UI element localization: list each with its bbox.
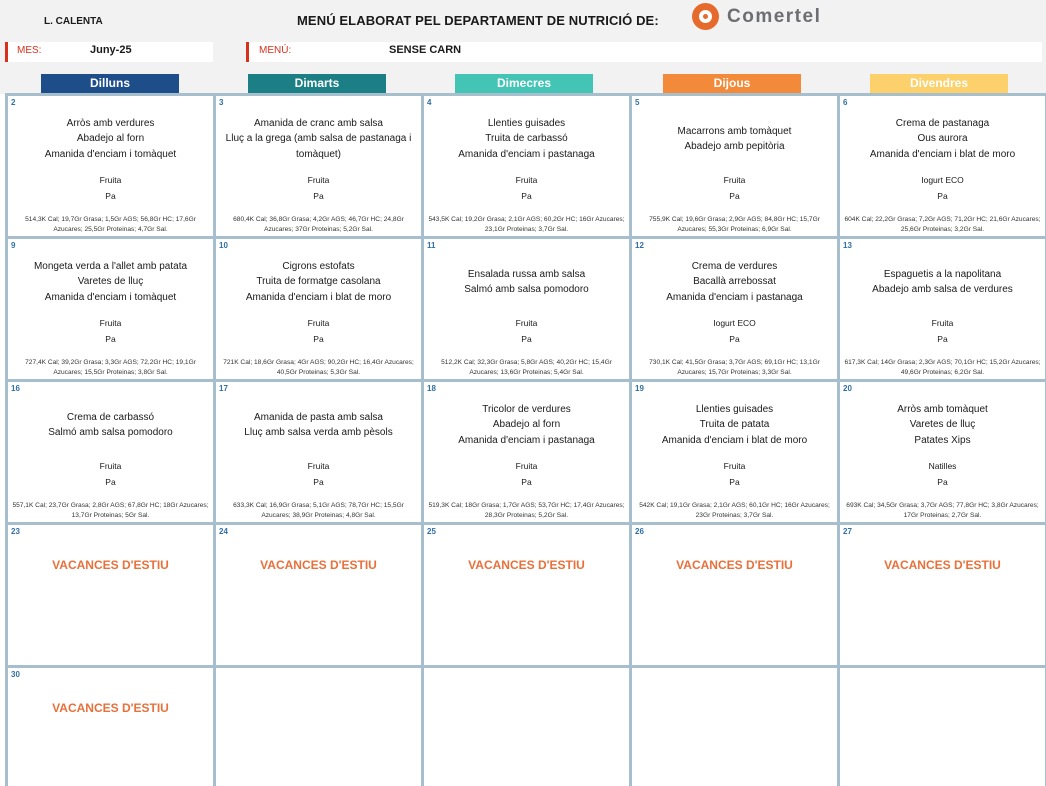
page-title: MENÚ ELABORAT PEL DEPARTAMENT DE NUTRICIÓ DE: [297, 13, 659, 28]
menu-type-tag: L. CALENTA [44, 16, 103, 27]
dish-list [424, 239, 629, 311]
calendar-day-cell [840, 668, 1045, 786]
side-item: Fruita [515, 461, 538, 471]
side-item: Fruita [723, 175, 746, 185]
dish-name: Amanida d'enciam i blat de moro [869, 148, 1016, 160]
calendar-day-cell [840, 239, 1045, 379]
dessert-bread-list [840, 173, 1045, 204]
side-item: Pa [313, 190, 324, 201]
calendar-day-cell [632, 382, 837, 522]
calendar-day-cell [8, 382, 213, 522]
side-item: Pa [937, 333, 948, 344]
calendar-day-cell [632, 668, 837, 786]
nutrition-info: 727,4K Cal; 39,2Gr Grasa; 3,3Gr AGS; 72,2Gr HC; 19,1Gr Azucares; 15,5Gr Proteinas; 3,8Gr Sal. [25, 359, 196, 376]
side-item: Pa [313, 476, 324, 487]
day-number: 18 [427, 384, 436, 393]
vacation-label: VACANCES D'ESTIU [260, 558, 377, 572]
nutrition-info: 512,2K Cal; 32,3Gr Grasa; 5,8Gr AGS; 40,2Gr HC; 15,4Gr Azucares; 13,6Gr Proteinas; 5,4Gr Sal. [441, 359, 612, 376]
side-item: Pa [521, 476, 532, 487]
day-number: 16 [11, 384, 20, 393]
day-header-dimarts: Dimarts [248, 74, 386, 93]
day-number: 10 [219, 241, 228, 250]
dessert-bread-list [632, 173, 837, 204]
dish-list [840, 239, 1045, 311]
month-label: MES: [17, 45, 42, 56]
vacation-label: VACANCES D'ESTIU [468, 558, 585, 572]
calendar-day-cell [8, 668, 213, 786]
side-item: Fruita [307, 175, 330, 185]
side-item: Pa [521, 333, 532, 344]
nutrition-info: 617,3K Cal; 14Gr Grasa; 2,3Gr AGS; 70,1Gr HC; 15,2Gr Azucares; 49,6Gr Proteinas; 6,2Gr Sal. [844, 359, 1041, 376]
menu-field [246, 42, 1042, 62]
day-header-dijous: Dijous [663, 74, 801, 93]
dish-name: Salmó amb salsa pomodoro [464, 284, 589, 295]
side-item: Pa [521, 190, 532, 201]
day-number: 4 [427, 98, 432, 107]
calendar-day-cell [424, 525, 629, 665]
day-number: 6 [843, 98, 848, 107]
calendar-day-cell [216, 239, 421, 379]
dish-list [632, 239, 837, 311]
side-item: Fruita [931, 318, 954, 328]
dish-name: Ensalada russa amb salsa [467, 268, 586, 280]
nutrition-info: 543,5K Cal; 19,2Gr Grasa; 2,1Gr AGS; 60,2Gr HC; 16Gr Azucares; 23,1Gr Proteinas; 3,7Gr Sal. [428, 216, 625, 233]
comertel-logo-icon [692, 3, 719, 30]
dessert-bread-list [8, 459, 213, 490]
dish-name: Llenties guisades [487, 117, 566, 129]
calendar-day-cell [424, 668, 629, 786]
side-item: Pa [729, 190, 740, 201]
dish-name: Llenties guisades [695, 403, 774, 415]
calendar-day-cell [840, 382, 1045, 522]
dish-name: Lluç a la grega (amb salsa de pastanaga i tomàquet) [225, 133, 412, 160]
calendar-day-cell [424, 382, 629, 522]
dessert-bread-list [424, 173, 629, 204]
dish-list [424, 96, 629, 168]
dessert-bread-list [216, 316, 421, 347]
dish-name: Truita de carbassó [485, 133, 568, 145]
calendar-day-cell [424, 239, 629, 379]
dish-name: Amanida de cranc amb salsa [254, 117, 383, 129]
dish-list [632, 382, 837, 454]
dish-name: Cigrons estofats [282, 260, 355, 272]
info-bar [0, 40, 1046, 64]
dish-name: Abadejo amb pepitòria [684, 141, 785, 152]
dish-name: Crema de pastanaga [895, 117, 990, 129]
nutrition-info: 755,9K Cal; 19,6Gr Grasa; 2,9Gr AGS; 84,8Gr HC; 15,7Gr Azucares; 55,3Gr Proteinas; 6,9Gr Sal. [649, 216, 820, 233]
dish-name: Crema de carbassó [66, 411, 155, 423]
side-item: Iogurt ECO [921, 175, 964, 185]
side-item: Iogurt ECO [713, 318, 756, 328]
menu-label: MENÚ: [259, 45, 292, 56]
dish-name: Abadejo al forn [76, 133, 145, 145]
side-item: Fruita [99, 175, 122, 185]
dish-name: Ous aurora [917, 133, 968, 145]
dish-name: Amanida d'enciam i pastanaga [458, 148, 595, 160]
dessert-bread-list [8, 316, 213, 347]
nutrition-info: 693K Cal; 34,5Gr Grasa; 3,7Gr AGS; 77,8Gr HC; 3,8Gr Azucares; 17Gr Proteinas; 2,7Gr Sal. [846, 502, 1039, 519]
dish-name: Amanida d'enciam i blat de moro [661, 434, 808, 446]
calendar-day-cell [216, 382, 421, 522]
nutrition-info: 730,1K Cal; 41,5Gr Grasa; 3,7Gr AGS; 69,1Gr HC; 13,1Gr Azucares; 15,7Gr Proteinas; 3,3Gr Sal. [649, 359, 820, 376]
side-item: Pa [313, 333, 324, 344]
nutrition-info: 721K Cal; 18,6Gr Grasa; 4Gr AGS; 90,2Gr HC; 16,4Gr Azucares; 40,5Gr Proteinas; 5,3Gr Sal. [223, 359, 414, 376]
day-number: 26 [635, 527, 644, 536]
menu-value: SENSE CARN [389, 44, 462, 56]
dish-name: Amanida d'enciam i tomàquet [44, 148, 177, 160]
dish-name: Tricolor de verdures [482, 403, 571, 415]
day-number: 24 [219, 527, 228, 536]
dish-name: Salmó amb salsa pomodoro [48, 427, 173, 438]
day-number: 9 [11, 241, 16, 250]
dish-list [216, 382, 421, 454]
dish-list [216, 239, 421, 311]
side-item: Fruita [99, 318, 122, 328]
weekday-header-band [0, 64, 1046, 94]
calendar-day-cell [632, 96, 837, 236]
side-item: Fruita [515, 318, 538, 328]
nutrition-info: 633,3K Cal; 16,9Gr Grasa; 5,1Gr AGS; 78,7Gr HC; 15,5Gr Azucares; 38,9Gr Proteinas; 4,8Gr Sal. [233, 502, 404, 519]
day-number: 23 [11, 527, 20, 536]
dessert-bread-list [8, 173, 213, 204]
side-item: Pa [729, 476, 740, 487]
dish-list [216, 96, 421, 168]
day-number: 17 [219, 384, 228, 393]
calendar-day-cell [632, 525, 837, 665]
nutrition-info: 519,3K Cal; 18Gr Grasa; 1,7Gr AGS; 53,7Gr HC; 17,4Gr Azucares; 28,3Gr Proteinas; 5,2Gr Sal. [428, 502, 625, 519]
dish-list [8, 96, 213, 168]
dessert-bread-list [216, 459, 421, 490]
side-item: Natilles [928, 461, 957, 471]
side-item: Pa [105, 333, 116, 344]
dessert-bread-list [632, 316, 837, 347]
side-item: Fruita [515, 175, 538, 185]
day-number: 11 [427, 241, 436, 250]
calendar-day-cell [840, 525, 1045, 665]
dish-name: Abadejo al forn [492, 419, 561, 431]
calendar-day-cell [8, 239, 213, 379]
dessert-bread-list [840, 459, 1045, 490]
day-number: 5 [635, 98, 640, 107]
day-number: 2 [11, 98, 16, 107]
side-item: Fruita [99, 461, 122, 471]
day-number: 25 [427, 527, 436, 536]
day-header-dilluns: Dilluns [41, 74, 179, 93]
day-header-dimecres: Dimecres [455, 74, 593, 93]
dish-name: Abadejo amb salsa de verdures [872, 284, 1013, 295]
dish-list [8, 239, 213, 311]
dish-name: Arròs amb tomàquet [897, 403, 988, 415]
dish-name: Varetes de lluç [909, 419, 976, 431]
day-number: 3 [219, 98, 224, 107]
vacation-label: VACANCES D'ESTIU [52, 558, 169, 572]
nutrition-info: 557,1K Cal; 23,7Gr Grasa; 2,8Gr AGS; 67,8Gr HC; 18Gr Azucares; 13,7Gr Proteinas; 5Gr Sal. [12, 502, 209, 519]
dessert-bread-list [424, 459, 629, 490]
dish-list [424, 382, 629, 454]
calendar-day-cell [424, 96, 629, 236]
side-item: Pa [729, 333, 740, 344]
dish-name: Patates Xips [914, 434, 971, 446]
side-item: Fruita [307, 461, 330, 471]
dish-name: Macarrons amb tomàquet [677, 125, 792, 137]
side-item: Pa [937, 476, 948, 487]
vacation-label: VACANCES D'ESTIU [884, 558, 1001, 572]
side-item: Pa [105, 190, 116, 201]
dessert-bread-list [216, 173, 421, 204]
dish-list [840, 382, 1045, 454]
calendar-day-cell [216, 96, 421, 236]
vacation-label: VACANCES D'ESTIU [52, 701, 169, 715]
top-bar [0, 0, 1046, 40]
dish-name: Espaguetis a la napolitana [883, 268, 1002, 280]
dish-list [840, 96, 1045, 168]
calendar-day-cell [216, 668, 421, 786]
nutrition-info: 542K Cal; 19,1Gr Grasa; 2,1Gr AGS; 60,1Gr HC; 16Gr Azucares; 23Gr Proteinas; 3,7Gr Sal. [639, 502, 830, 519]
dish-name: Arròs amb verdures [66, 117, 155, 129]
dish-name: Varetes de lluç [77, 276, 144, 288]
month-value: Juny-25 [90, 44, 132, 56]
calendar-day-cell [8, 525, 213, 665]
day-header-divendres: Divendres [870, 74, 1008, 93]
calendar-day-cell [216, 525, 421, 665]
day-number: 27 [843, 527, 852, 536]
dish-name: Amanida d'enciam i tomàquet [44, 291, 177, 303]
nutrition-info: 514,3K Cal; 19,7Gr Grasa; 1,5Gr AGS; 56,8Gr HC; 17,6Gr Azucares; 25,5Gr Proteinas; 4,7Gr Sal. [25, 216, 196, 233]
dessert-bread-list [840, 316, 1045, 347]
company-logo [692, 3, 821, 30]
dish-name: Truita de patata [699, 419, 770, 431]
dish-name: Mongeta verda a l'allet amb patata [33, 260, 188, 272]
side-item: Pa [937, 190, 948, 201]
nutrition-info: 604K Cal; 22,2Gr Grasa; 7,2Gr AGS; 71,2Gr HC; 21,6Gr Azucares; 25,6Gr Proteinas; 3,2Gr Sal. [844, 216, 1041, 233]
dish-name: Amanida de pasta amb salsa [254, 411, 383, 423]
day-number: 19 [635, 384, 644, 393]
day-number: 12 [635, 241, 644, 250]
calendar-day-cell [8, 96, 213, 236]
dish-name: Bacallà arrebossat [693, 276, 776, 288]
vacation-label: VACANCES D'ESTIU [676, 558, 793, 572]
side-item: Pa [105, 476, 116, 487]
calendar-day-cell [840, 96, 1045, 236]
dish-name: Amanida d'enciam i blat de moro [245, 291, 392, 303]
dish-list [8, 382, 213, 454]
dessert-bread-list [632, 459, 837, 490]
dish-name: Amanida d'enciam i pastanaga [666, 291, 803, 303]
calendar-day-cell [632, 239, 837, 379]
day-number: 13 [843, 241, 852, 250]
dish-name: Truita de formatge casolana [256, 276, 381, 288]
side-item: Fruita [723, 461, 746, 471]
side-item: Fruita [307, 318, 330, 328]
logo-text: Comertel [727, 5, 822, 27]
dish-list [632, 96, 837, 168]
day-number: 20 [843, 384, 852, 393]
dish-name: Crema de verdures [691, 260, 778, 272]
dish-name: Amanida d'enciam i pastanaga [458, 434, 595, 446]
day-number: 30 [11, 670, 20, 679]
dessert-bread-list [424, 316, 629, 347]
menu-calendar-grid [5, 93, 1046, 786]
dish-name: Lluç amb salsa verda amb pèsols [244, 427, 393, 438]
nutrition-info: 680,4K Cal; 36,8Gr Grasa; 4,2Gr AGS; 46,7Gr HC; 24,8Gr Azucares; 37Gr Proteinas; 5,2Gr Sal. [233, 216, 404, 233]
